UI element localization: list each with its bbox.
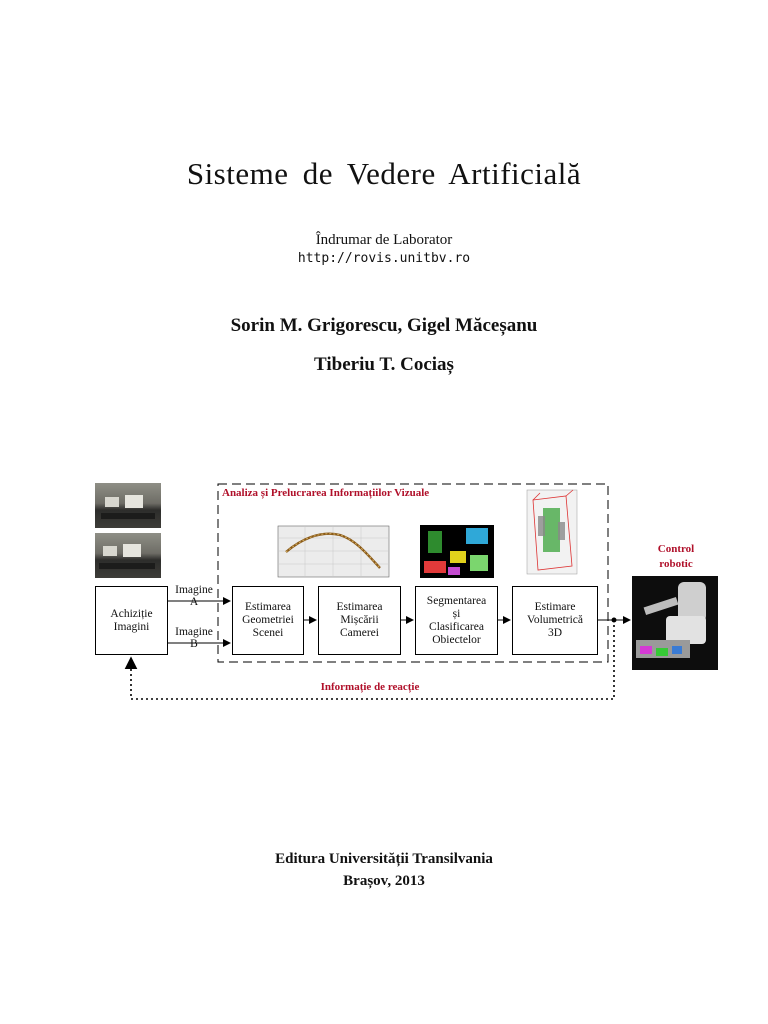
feedback-label: Informație de reacție [320, 681, 420, 693]
motion-label-2: Mișcării [340, 614, 379, 626]
motion-box [318, 586, 401, 655]
authors-line-1: Sorin M. Grigorescu, Gigel Măceșanu [230, 315, 538, 336]
segmentation-box [415, 586, 498, 655]
image-b-label-1: Imagine [175, 626, 213, 638]
motion-label-3: Camerei [340, 627, 379, 639]
acquisition-label-2: Imagini [113, 620, 150, 633]
image-b-label-2: B [190, 638, 198, 650]
geometry-box [232, 586, 304, 655]
camera-image-a [95, 483, 161, 528]
dashed-region-label: Analiza și Prelucrarea Informațiilor Vizuale [222, 487, 430, 499]
geometry-label-3: Scenei [252, 627, 284, 639]
image-a-label-1: Imagine [175, 584, 213, 596]
image-b-label [170, 626, 218, 650]
place-year: Brașov, 2013 [343, 873, 425, 889]
book-subtitle: Îndrumar de Laborator [315, 232, 453, 248]
segment-label-1: Segmentarea [426, 594, 487, 607]
segmentation-thumbnail [420, 525, 494, 578]
segment-label-2: și [452, 607, 461, 620]
control-label-1: Control [657, 543, 695, 555]
image-a-label [170, 584, 218, 608]
geometry-label-1: Estimarea [245, 601, 291, 613]
camera-image-b [95, 533, 161, 578]
volume-box [512, 586, 598, 655]
robot-image [632, 576, 718, 670]
volume-label-1: Estimare [534, 601, 576, 613]
acquisition-label-1: Achiziție [110, 607, 153, 620]
authors-line-2: Tiberiu T. Cociaș [314, 354, 454, 375]
book-title: Sisteme de Vedere Artificială [186, 156, 582, 191]
motion-label-1: Estimarea [336, 601, 383, 613]
control-label [640, 542, 712, 572]
website-url[interactable]: http://rovis.unitbv.ro [297, 251, 471, 266]
segment-label-4: Obiectelor [432, 633, 481, 646]
volume-label-2: Volumetrică [527, 614, 583, 626]
control-label-2: robotic [659, 558, 693, 570]
acquisition-box [95, 586, 168, 655]
volume-label-3: 3D [547, 627, 563, 639]
geometry-label-2: Geometriei [242, 614, 294, 626]
publisher: Editura Universității Transilvania [275, 851, 493, 867]
image-a-label-2: A [189, 596, 199, 608]
segment-label-3: Clasificarea [429, 620, 484, 633]
